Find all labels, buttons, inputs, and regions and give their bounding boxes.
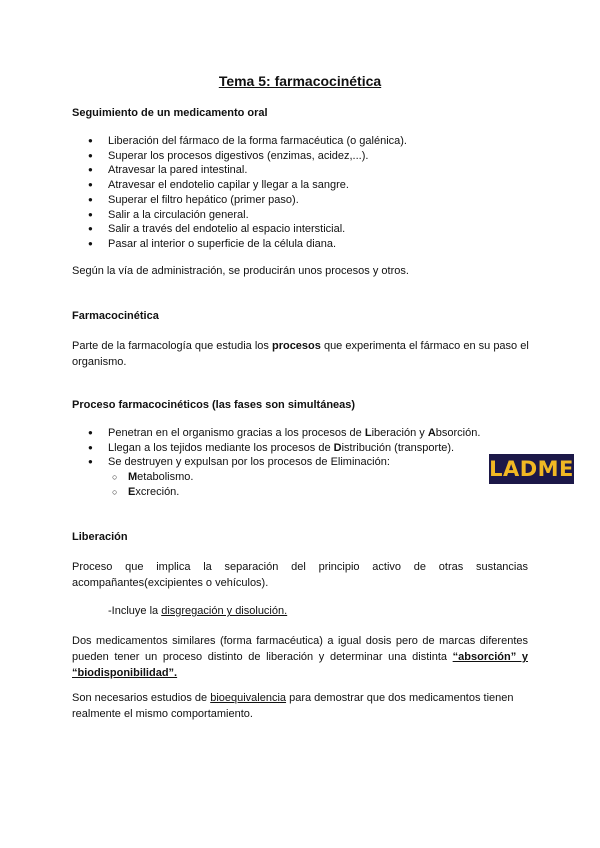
paragraph-incluye	[108, 603, 564, 619]
list-seguimiento	[72, 134, 407, 252]
bold-letter: D	[333, 441, 342, 454]
section-heading-liberacion: Liberación	[72, 531, 128, 543]
text: etabolismo.	[137, 471, 194, 484]
text: xcreción.	[135, 485, 180, 498]
text: Se destruyen y expulsan por los procesos de Eliminación:	[108, 456, 390, 469]
text: -Incluye la	[108, 605, 162, 617]
section-heading-farmacocinetica: Farmacocinética	[72, 310, 159, 322]
list-item: ● Liberación del fármaco de la forma farmacéutica (o galénica).	[72, 134, 407, 149]
bold-letter: M	[128, 471, 138, 484]
list-item: ● Salir a través del endotelio al espacio intersticial.	[72, 222, 407, 237]
list-item	[72, 441, 480, 456]
paragraph-proceso: Proceso que implica la separación del principio activo de otras sustancias acompañantes(excipientes o vehículos).	[72, 561, 528, 589]
bold-letter: E	[128, 485, 136, 498]
list-item: ● Superar el filtro hepático (primer paso).	[72, 193, 407, 208]
bold-letter: A	[427, 427, 436, 439]
text: Son necesarios estudios de	[72, 692, 211, 704]
paragraph-medicamentos-similares	[72, 633, 528, 681]
page-title: Tema 5: farmacocinética	[218, 73, 382, 89]
text: para demostrar que dos medicamentos tienen realmente el mismo comportamiento.	[72, 692, 514, 720]
text: Penetran en el organismo gracias a los procesos de	[108, 427, 365, 439]
text: que experimenta el fármaco en su paso el organismo.	[72, 340, 529, 368]
underlined-text: disgregación y disolución.	[161, 605, 288, 617]
list-item: ● Atravesar el endotelio capilar y llegar a la sangre.	[72, 178, 407, 193]
paragraph-via-administracion: Según la vía de administración, se producirán unos procesos y otros.	[72, 265, 409, 277]
ladme-badge: LADME	[489, 454, 574, 484]
text: iberación y	[371, 427, 428, 439]
text: Dos medicamentos similares (forma farmacéutica) a igual dosis pero de marcas diferentes pueden tener un proceso distinto de liberación y determinar una distinta	[72, 635, 528, 663]
section-heading-procesos: Proceso farmacocinéticos (las fases son simultáneas)	[72, 399, 356, 411]
sub-list-item	[108, 470, 480, 485]
paragraph-bioequivalencia	[72, 690, 534, 722]
text: Parte de la farmacología que estudia los	[72, 340, 272, 352]
paragraph-definicion	[72, 338, 534, 370]
text: Llegan a los tejidos mediante los procesos de	[108, 441, 334, 454]
sub-list-item	[108, 485, 480, 500]
list-item: ● Salir a la circulación general.	[72, 208, 407, 223]
list-item	[72, 455, 480, 499]
text: istribución (transporte).	[341, 441, 455, 454]
bold-text: procesos	[271, 340, 321, 352]
text: bsorción.	[435, 427, 481, 439]
list-item: ● Pasar al interior o superficie de la célula diana.	[72, 237, 407, 252]
bold-underlined-text: “absorción” y “biodisponibilidad”.	[72, 651, 528, 679]
bold-letter: L	[364, 427, 372, 439]
list-item	[72, 426, 480, 441]
list-item: ● Atravesar la pared intestinal.	[72, 163, 407, 178]
underlined-text: bioequivalencia	[210, 692, 287, 704]
section-heading-seguimiento: Seguimiento de un medicamento oral	[72, 107, 268, 119]
sub-list	[108, 470, 480, 499]
list-item: ● Superar los procesos digestivos (enzimas, acidez,...).	[72, 149, 407, 164]
list-procesos	[72, 426, 480, 500]
